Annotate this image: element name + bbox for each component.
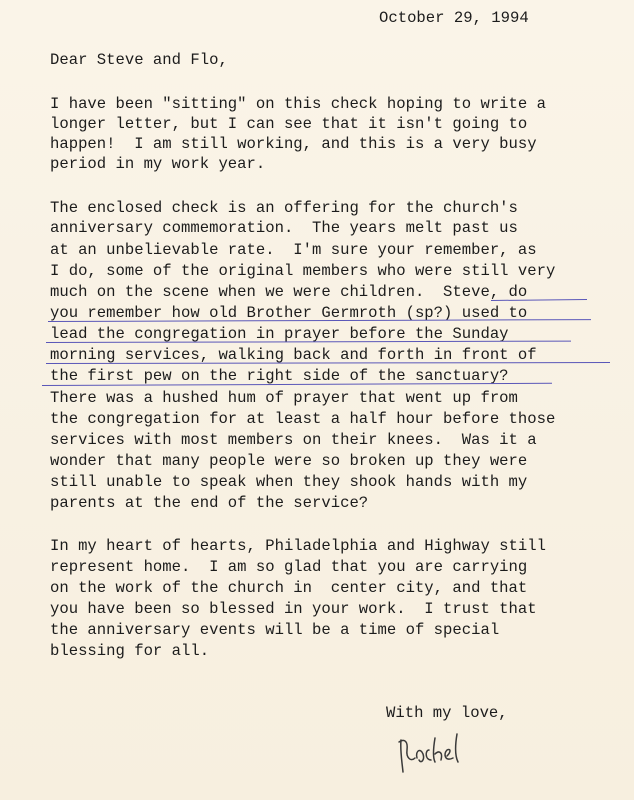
- text-line: you remember how old Brother Germroth (sp?) used to: [50, 304, 528, 322]
- text-line: the congregation for at least a half hour before those: [50, 410, 556, 428]
- handwritten-signature: [395, 728, 485, 778]
- text-line: There was a hushed hum of prayer that went up from: [50, 389, 518, 407]
- text-line: In my heart of hearts, Philadelphia and Highway still: [50, 537, 546, 555]
- text-line: morning services, walking back and forth in front of: [50, 346, 537, 364]
- text-line: services with most members on their knees. Was it a: [50, 431, 537, 449]
- text-line: I do, some of the original members who were still very: [50, 262, 556, 280]
- letter-salutation: Dear Steve and Flo,: [50, 51, 228, 69]
- text-line: blessing for all.: [50, 642, 210, 660]
- text-line: on the work of the church in center city, and that: [50, 579, 528, 597]
- text-line: anniversary commemoration. The years melt past us: [50, 219, 518, 237]
- text-line: wonder that many people were so broken up they were: [50, 452, 528, 470]
- text-line: at an unbelievable rate. I'm sure your remember, as: [50, 241, 537, 259]
- text-line: you have been so blessed in your work. I trust that: [50, 600, 537, 618]
- text-line: represent home. I am so glad that you are carrying: [50, 558, 528, 576]
- text-line: I have been "sitting" on this check hoping to write a: [50, 95, 546, 113]
- letter-date: October 29, 1994: [379, 9, 529, 27]
- text-line: much on the scene when we were children. Steve, do: [50, 283, 528, 301]
- text-line: longer letter, but I can see that it isn't going to: [50, 115, 528, 133]
- text-line: happen! I am still working, and this is a very busy: [50, 135, 537, 153]
- pen-underline: [491, 299, 587, 301]
- letter-closing: With my love,: [386, 704, 508, 722]
- text-line: The enclosed check is an offering for the church's: [50, 199, 518, 217]
- text-line: still unable to speak when they shook hands with my: [50, 473, 528, 491]
- text-line: lead the congregation in prayer before the Sunday: [50, 325, 509, 343]
- text-line: parents at the end of the service?: [50, 494, 369, 512]
- text-line: the anniversary events will be a time of special: [50, 621, 500, 639]
- text-line: the first pew on the right side of the sanctuary?: [50, 367, 509, 385]
- text-line: period in my work year.: [50, 155, 266, 173]
